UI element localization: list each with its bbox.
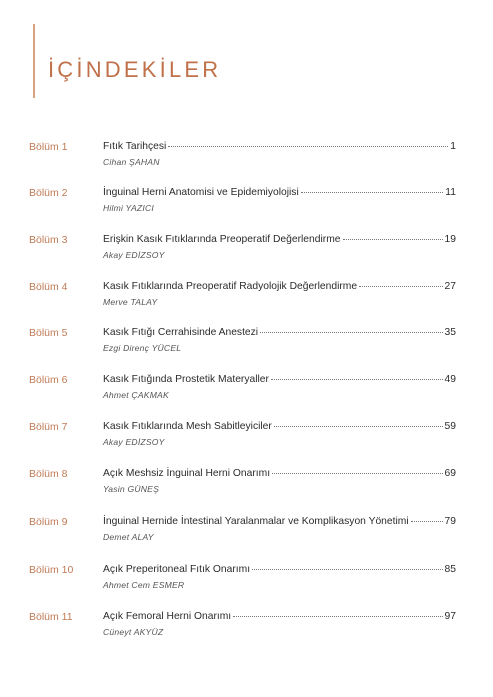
chapter-author: Ezgi Direnç YÜCEL	[103, 343, 182, 353]
chapter-author: Yasin GÜNEŞ	[103, 484, 160, 494]
chapter-number: Bölüm 7	[29, 421, 68, 433]
chapter-title[interactable]: Açık Preperitoneal Fıtık Onarımı	[103, 564, 251, 575]
chapter-title[interactable]: Kasık Fıtıklarında Mesh Sabitleyiciler	[103, 421, 272, 432]
chapter-author: Cihan ŞAHAN	[103, 157, 160, 167]
chapter-author: Akay EDİZSOY	[103, 250, 165, 260]
toc-entry[interactable]	[0, 516, 493, 546]
chapter-title[interactable]: Açık Meshsiz İnguinal Herni Onarımı	[103, 468, 271, 479]
page-number: 69	[444, 468, 456, 479]
page-number: 27	[444, 281, 456, 292]
page-number: 1	[450, 141, 456, 152]
dot-leader	[274, 426, 443, 427]
accent-bar	[33, 24, 35, 98]
toc-entry[interactable]	[0, 234, 493, 264]
dot-leader	[301, 192, 444, 193]
dot-leader	[272, 473, 442, 474]
chapter-number: Bölüm 3	[29, 234, 68, 246]
chapter-number: Bölüm 4	[29, 281, 68, 293]
chapter-title[interactable]: Açık Femoral Herni Onarımı	[103, 611, 232, 622]
dot-leader	[271, 379, 443, 380]
page-number: 59	[444, 421, 456, 432]
page-number: 85	[444, 564, 456, 575]
dot-leader	[252, 569, 442, 570]
toc-line	[103, 611, 456, 622]
chapter-title[interactable]: Kasık Fıtıklarında Preoperatif Radyolojik Değerlendirme	[103, 281, 358, 292]
chapter-number: Bölüm 6	[29, 374, 68, 386]
toc-entry[interactable]	[0, 281, 493, 311]
page-number: 11	[445, 187, 456, 198]
toc-entry[interactable]	[0, 421, 493, 451]
chapter-number: Bölüm 5	[29, 327, 68, 339]
toc-entry[interactable]	[0, 564, 493, 594]
chapter-title[interactable]: İnguinal Herni Anatomisi ve Epidemiyolojisi	[103, 187, 299, 198]
toc-line	[103, 141, 456, 152]
chapter-author: Akay EDİZSOY	[103, 437, 165, 447]
chapter-author: Ahmet ÇAKMAK	[103, 390, 169, 400]
dot-leader	[233, 616, 442, 617]
chapter-title[interactable]: İnguinal Hernide İntestinal Yaralanmalar ve Komplikasyon Yönetimi	[103, 516, 409, 527]
dot-leader	[343, 239, 443, 240]
toc-entry[interactable]	[0, 187, 493, 217]
dot-leader	[168, 146, 448, 147]
toc-line	[103, 281, 456, 292]
chapter-number: Bölüm 1	[29, 141, 68, 153]
dot-leader	[260, 332, 442, 333]
toc-line	[103, 468, 456, 479]
chapter-number: Bölüm 2	[29, 187, 68, 199]
toc-line	[103, 374, 456, 385]
chapter-title[interactable]: Kasık Fıtığında Prostetik Materyaller	[103, 374, 269, 385]
toc-entry[interactable]	[0, 141, 493, 171]
page-number: 49	[444, 374, 456, 385]
page-number: 79	[444, 516, 456, 527]
chapter-number: Bölüm 10	[29, 564, 74, 576]
chapter-author: Demet ALAY	[103, 532, 154, 542]
toc-line	[103, 564, 456, 575]
toc-line	[103, 327, 456, 338]
chapter-author: Ahmet Cem ESMER	[103, 580, 185, 590]
chapter-number: Bölüm 8	[29, 468, 68, 480]
chapter-title[interactable]: Fıtık Tarihçesi	[103, 141, 167, 152]
chapter-author: Merve TALAY	[103, 297, 158, 307]
toc-entry[interactable]	[0, 468, 493, 498]
dot-leader	[411, 521, 443, 522]
toc-line	[103, 187, 456, 198]
chapter-number: Bölüm 11	[29, 611, 73, 623]
page-number: 97	[444, 611, 456, 622]
dot-leader	[359, 286, 442, 287]
chapter-title[interactable]: Kasık Fıtığı Cerrahisinde Anestezi	[103, 327, 259, 338]
chapter-title[interactable]: Erişkin Kasık Fıtıklarında Preoperatif Değerlendirme	[103, 234, 341, 245]
toc-entry[interactable]	[0, 611, 493, 641]
toc-entry[interactable]	[0, 374, 493, 404]
toc-line	[103, 516, 456, 527]
toc-entry[interactable]	[0, 327, 493, 357]
chapter-author: Hilmi YAZICI	[103, 203, 154, 213]
page-number: 19	[444, 234, 456, 245]
chapter-number: Bölüm 9	[29, 516, 68, 528]
page-title: İÇİNDEKİLER	[48, 57, 222, 82]
page-number: 35	[444, 327, 456, 338]
chapter-author: Cüneyt AKYÜZ	[103, 627, 164, 637]
toc-line	[103, 421, 456, 432]
toc-line	[103, 234, 456, 245]
